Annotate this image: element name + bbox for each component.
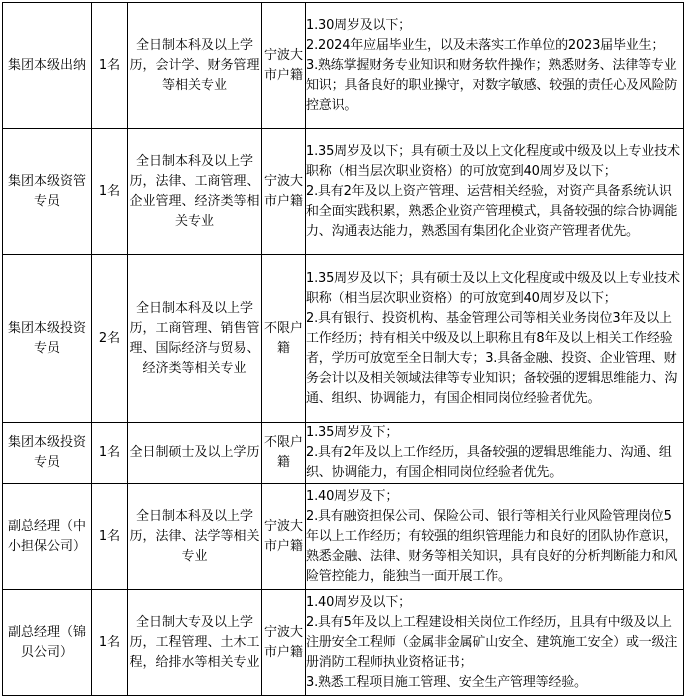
requirement-item: 1.35周岁及以下；具有硕士及以上文化程度或中级及以上专业技术职称（相当层次职业资格）的可放宽到40周岁及以下； (306, 270, 680, 306)
requirements-cell (306, 129, 684, 255)
table-row (3, 3, 684, 129)
education-cell: 全日制硕士及以上学历 (128, 423, 262, 484)
requirement-item: 3.熟练掌握财务专业知识和财务软件操作；熟悉财务、法律等专业知识；具备良好的职业操守，对数字敏感、较强的责任心及风险防控意识。 (306, 57, 678, 113)
requirement-item: 2.具有2年及以上资产管理、运营相关经验，对资产具备系统认识和全面实践积累，熟悉企业资产管理模式，具备较强的综合协调能力、沟通表达能力，熟悉国有集团化企业资产管理者优先。 (306, 183, 678, 239)
table-row (3, 590, 684, 696)
table-row (3, 255, 684, 423)
education-cell: 全日制本科及以上学历，会计学、财务管理等相关专业 (128, 3, 262, 129)
table-row (3, 423, 684, 484)
requirement-item: 1.40周岁及下； (306, 488, 399, 504)
position-cell: 集团本级投资专员 (3, 255, 92, 423)
position-cell: 集团本级投资专员 (3, 423, 92, 484)
count-cell: 1名 (92, 484, 128, 590)
requirement-item: 3.熟悉工程项目施工管理、安全生产管理等经验。 (306, 674, 587, 690)
table-row (3, 484, 684, 590)
registration-cell: 宁波大市户籍 (262, 129, 306, 255)
position-cell: 副总经理（锦贝公司） (3, 590, 92, 696)
requirement-item: 1.35周岁及下； (306, 425, 399, 440)
count-cell: 1名 (92, 423, 128, 484)
requirement-item: 2.具有银行、投资机构、基金管理公司等相关业务岗位3年及以上工作经历；持有相关中级及以上职称且有8年及以上相关工作经验者，学历可放宽至全日制大专；3.具备金融、投资、企业管理、财务会计以及相关领域法律等专业知识；备较强的逻辑思维能力、沟通、组织、协调能力，有国企相同岗位经验者优先。 (306, 310, 678, 406)
requirements-cell (306, 423, 684, 484)
position-cell: 集团本级资管专员 (3, 129, 92, 255)
requirements-cell (306, 590, 684, 696)
education-cell: 全日制本科及以上学历，法律、法学等相关专业 (128, 484, 262, 590)
requirement-item: 2.具有2年及以上工作经历，具备较强的逻辑思维能力、沟通、组织、协调能力，有国企相同岗位经验者优先。 (306, 445, 672, 480)
requirements-cell (306, 255, 684, 423)
position-cell: 集团本级出纳 (3, 3, 92, 129)
requirement-item: 2.2024年应届毕业生，以及未落实工作单位的2023届毕业生； (306, 37, 665, 53)
requirement-item: 1.35周岁及以下；具有硕士及以上文化程度或中级及以上专业技术职称（相当层次职业资格）的可放宽到40周岁及以下； (306, 143, 680, 179)
registration-cell: 不限户籍 (262, 423, 306, 484)
requirements-cell (306, 484, 684, 590)
requirement-item: 2.具有5年及以上工程建设相关岗位工作经历，且具有中级及以上注册安全工程师（金属非金属矿山安全、建筑施工安全）或一级注册消防工程师执业资格证书； (306, 614, 678, 670)
position-cell: 副总经理（中小担保公司） (3, 484, 92, 590)
registration-cell: 宁波大市户籍 (262, 484, 306, 590)
table-row (3, 129, 684, 255)
education-cell: 全日制本科及以上学历，法律、工商管理、企业管理、经济类等相关专业 (128, 129, 262, 255)
requirement-item: 1.30周岁及以下； (306, 17, 411, 33)
education-cell: 全日制大专及以上学历，工程管理、土木工程，给排水等相关专业 (128, 590, 262, 696)
count-cell: 1名 (92, 590, 128, 696)
requirement-item: 2.具有融资担保公司、保险公司、银行等相关行业风险管理岗位5年以上工作经历；有较强的组织管理能力和良好的团队协作意识，熟悉金融、法律、财务等相关知识，具有良好的分析判断能力和风险管控能力，能独当一面开展工作。 (306, 508, 678, 584)
count-cell: 2名 (92, 255, 128, 423)
requirements-cell (306, 3, 684, 129)
requirement-item: 1.40周岁及以下； (306, 594, 411, 610)
registration-cell: 宁波大市户籍 (262, 3, 306, 129)
count-cell: 1名 (92, 129, 128, 255)
registration-cell: 宁波大市户籍 (262, 590, 306, 696)
recruitment-table (2, 2, 684, 696)
education-cell: 全日制本科及以上学历，工商管理、销售管理、国际经济与贸易、经济类等相关专业 (128, 255, 262, 423)
count-cell: 1名 (92, 3, 128, 129)
registration-cell: 不限户籍 (262, 255, 306, 423)
